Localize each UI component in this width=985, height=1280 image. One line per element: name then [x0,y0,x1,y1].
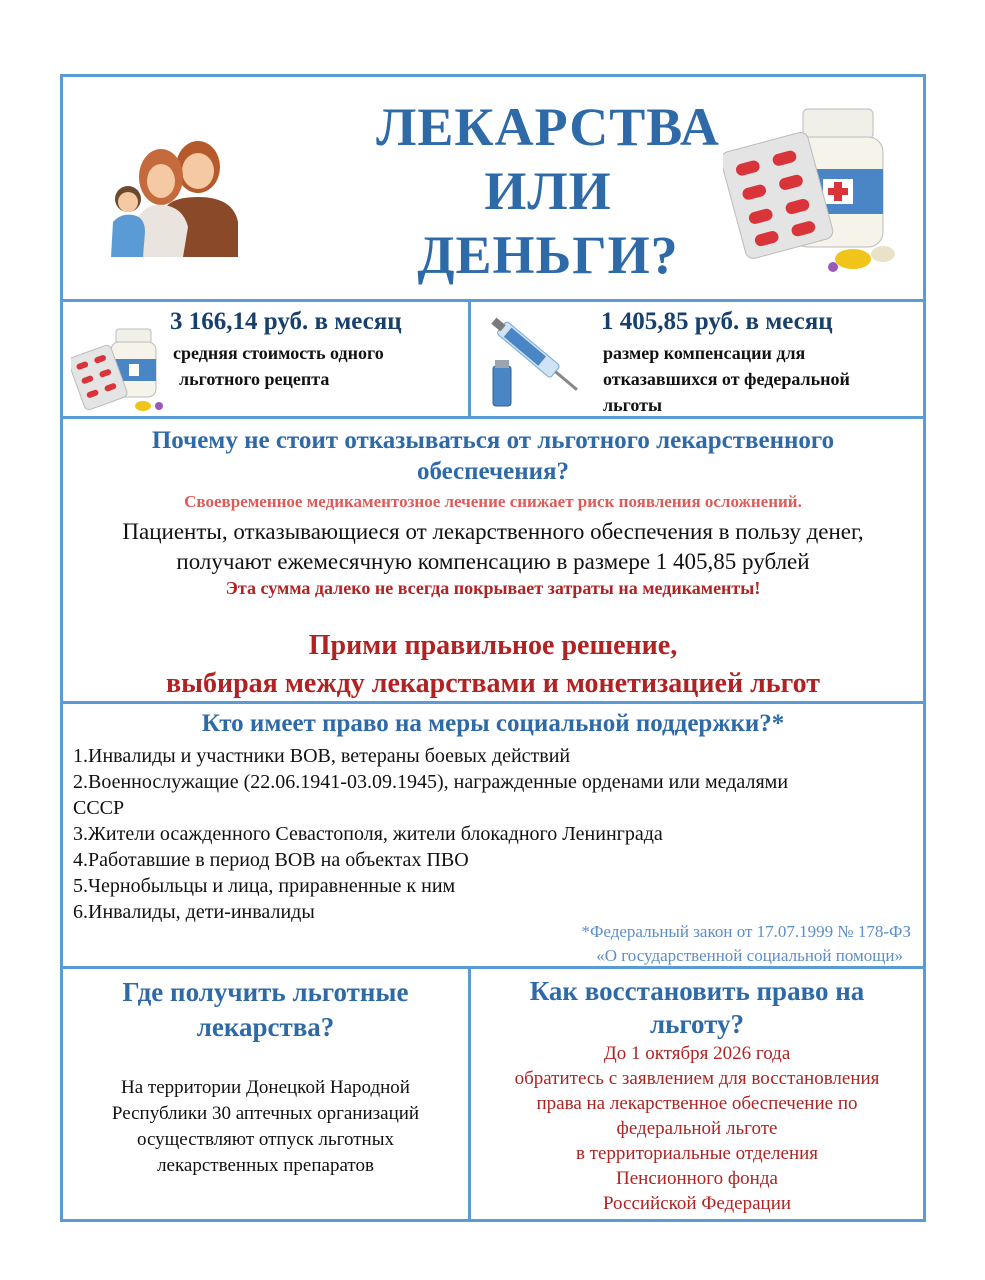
law-footnote [581,920,911,968]
compensation-desc-line-2: отказавшихся от федеральной [603,369,850,389]
restore-line: До 1 октября 2026 года [603,1043,791,1064]
pill-bottle-icon [723,99,923,279]
who-heading: Кто имеет право на меры социальной поддержки?* [201,710,785,737]
pill-bottle-icon [71,324,171,414]
why-body-line-1: Пациенты, отказывающиеся от лекарственного обеспечения в пользу денег, [122,519,864,544]
avg-cost-section [60,299,471,419]
where-body-line-3: осуществляют отпуск льготных [137,1129,394,1150]
where-body [63,1075,468,1179]
title-section [60,74,926,302]
why-heading [63,425,923,487]
restore-heading [471,975,923,1041]
restore-line: Российской Федерации [602,1193,792,1214]
footnote-line-2: «О государственной социальной помощи» [596,946,903,965]
compensation-desc-line-1: размер компенсации для [603,343,806,363]
call-line-2: выбирая между лекарствами и монетизацией льгот [165,668,820,699]
where-heading [63,975,468,1045]
title-line-2: ИЛИ [484,161,612,221]
avg-cost-desc-line-2: льготного рецепта [179,369,330,389]
list-item: 6.Инвалиды, дети-инвалиды [73,901,315,923]
syringe-icon [481,306,591,411]
why-heading-line-2: обеспечения? [416,458,570,485]
list-item: 5.Чернобыльцы и лица, приравненные к ним [73,875,456,897]
where-heading-line-2: лекарства? [196,1012,335,1042]
restore-line: обратитесь с заявлением для восстановления [514,1068,880,1089]
list-item: 2.Военнослужащие (22.06.1941-03.09.1945), награжденные орденами или медалями [73,771,789,793]
who-section [60,701,926,969]
why-body-line-2: получают ежемесячную компенсацию в размере 1 405,85 рублей [176,549,810,574]
restore-section [468,966,926,1222]
where-heading-line-1: Где получить льготные [122,977,409,1007]
restore-line: права на лекарственное обеспечение по [536,1093,858,1114]
call-to-action [63,627,923,703]
compensation-section [468,299,926,419]
compensation-description [603,340,850,418]
footnote-line-1: *Федеральный закон от 17.07.1999 № 178-ФЗ [581,922,911,941]
where-body-line-1: На территории Донецкой Народной [121,1077,410,1098]
why-note: Эта сумма далеко не всегда покрывает затраты на медикаменты! [225,578,761,598]
compensation-amount: 1 405,85 руб. в месяц [601,308,833,335]
call-line-1: Прими правильное решение, [308,630,678,661]
restore-line: Пенсионного фонда [616,1168,778,1189]
why-body [63,517,923,577]
list-item: 3.Жители осажденного Севастополя, жители блокадного Ленинграда [73,823,663,845]
title-line-3: ДЕНЬГИ? [417,225,679,285]
avg-cost-description [173,340,384,392]
restore-line: федеральной льготе [616,1118,778,1139]
eligible-list [73,743,913,925]
avg-cost-amount: 3 166,14 руб. в месяц [170,308,402,335]
where-body-line-4: лекарственных препаратов [157,1155,374,1176]
why-warning: Своевременное медикаментозное лечение снижает риск появления осложнений. [184,492,802,511]
restore-heading-line-2: льготу? [649,1009,745,1039]
avg-cost-desc-line-1: средняя стоимость одного [173,343,384,363]
list-item: СССР [73,797,125,819]
why-heading-line-1: Почему не стоит отказываться от льготного лекарственного [151,427,835,454]
title-line-1: ЛЕКАРСТВА [376,97,720,157]
list-item: 4.Работавшие в период ВОВ на объектах ПВО [73,849,469,871]
restore-body [471,1041,923,1216]
why-section [60,416,926,704]
restore-heading-line-1: Как восстановить право на [529,976,865,1006]
compensation-desc-line-3: льготы [603,395,663,415]
where-section [60,966,471,1222]
list-item: 1.Инвалиды и участники ВОВ, ветераны боевых действий [73,745,571,767]
family-illustration-icon [103,127,253,257]
where-body-line-2: Республики 30 аптечных организаций [111,1103,420,1124]
restore-line: в территориальные отделения [575,1143,819,1164]
